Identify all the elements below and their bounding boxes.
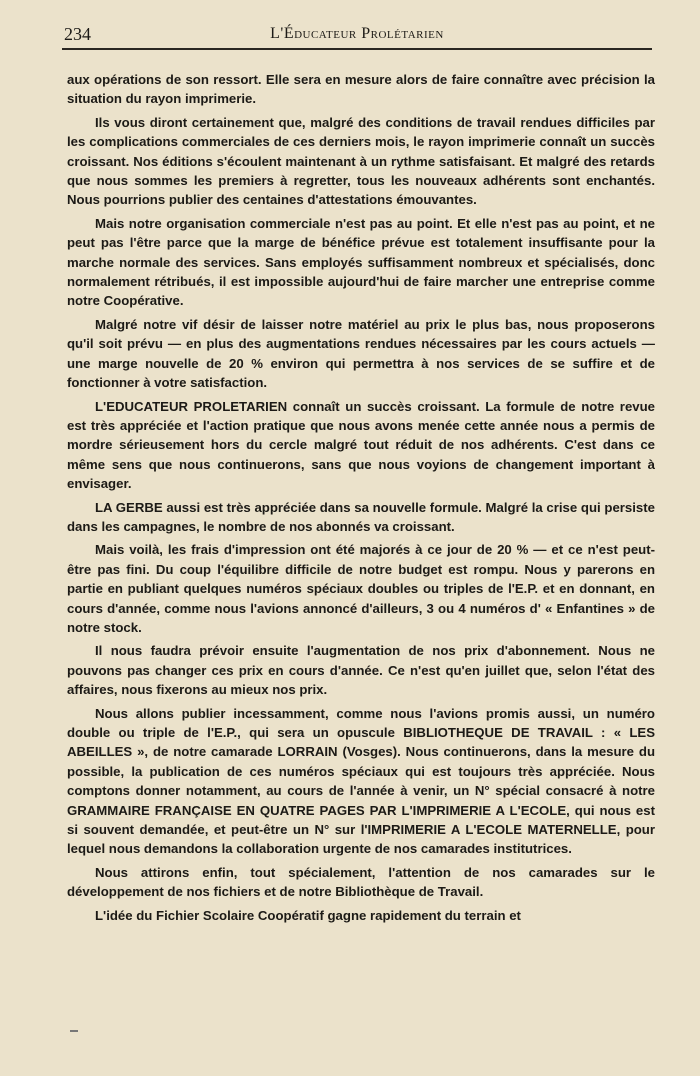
running-title: L'Éducateur Prolétarien (270, 25, 444, 42)
page-number: 234 (64, 24, 91, 44)
paragraph: Malgré notre vif désir de laisser notre matériel au prix le plus bas, nous proposerons qu'il soit prévu — en plus des augmentations rendues nécessaires par les cours actuels — une marge nouvelle de 20 % environ qui permettra à nos services de se suffire et de fonctionner à votre satisfaction. (67, 316, 655, 391)
page-mark (70, 1030, 78, 1032)
paragraph: aux opérations de son ressort. Elle sera en mesure alors de faire connaître avec précision la situation du rayon imprimerie. (67, 72, 655, 107)
paragraph: Nous allons publier incessamment, comme nous l'avions promis aussi, un numéro double ou triple de l'E.P., qui sera un opuscule BIBLIOTHEQUE DE TRAVAIL : « LES ABEILLES », de notre camarade LORRAIN (Vosges). Nous continuerons, dans la mesure du possible, la publication de ces numéros spéciaux qui est toujours très appréciée. Nous comptons donner notamment, au cours de l'année à venir, un N° spécial consacré à notre GRAMMAIRE FRANÇAISE EN QUATRE PAGES PAR L'IMPRIMERIE A L'ECOLE, qui nous est si souvent demandée, et peut-être un N° sur l'IMPRIMERIE A L'ECOLE MATERNELLE, pour lequel nous demandons la collaboration urgente de nos camarades institutrices. (67, 705, 655, 857)
paragraph: Mais notre organisation commerciale n'est pas au point. Et elle n'est pas au point, et ne peut pas l'être parce que la marge de bénéfice prévue est totalement insuffisante pour la marche normale des services. Sans employés suffisamment nombreux et spécialisés, donc normalement rétribués, il est impossible aujourd'hui de faire marcher une entreprise comme notre Coopérative. (67, 215, 655, 309)
paragraph: Nous attirons enfin, tout spécialement, l'attention de nos camarades sur le développement de nos fichiers et de notre Bibliothèque de Travail. (67, 864, 655, 900)
paragraph: L'EDUCATEUR PROLETARIEN connaît un succès croissant. La formule de notre revue est très appréciée et l'action pratique que nous avons menée cette année nous a permis de mordre sérieusement hors du cercle malgré tout réduit de nos adhérents. C'est dans ce même sens que nous continuerons, sans que nous voyions de changement important à envisager. (67, 398, 655, 492)
paragraph: Il nous faudra prévoir ensuite l'augmentation de nos prix d'abonnement. Nous ne pouvons pas changer ces prix en cours d'année. Ce n'est qu'en juillet que, selon l'état des affaires, nous fixerons au mieux nos prix. (67, 643, 655, 698)
paragraph: L'idée du Fichier Scolaire Coopératif gagne rapidement du terrain et (95, 907, 521, 923)
page-header (62, 22, 652, 48)
body-text (67, 70, 655, 929)
header-rule (62, 48, 652, 50)
paragraph: LA GERBE aussi est très appréciée dans sa nouvelle formule. Malgré la crise qui persiste dans les campagnes, le nombre de nos abonnés va croissant. (67, 499, 655, 534)
paragraph: Ils vous diront certainement que, malgré des conditions de travail rendues difficiles par les complications commerciales de ces derniers mois, le rayon imprimerie connaît un succès croissant. Nos éditions s'écoulent maintenant à un rythme satisfaisant. Et malgré des retards que nous sommes les premiers à regretter, tous les nouveaux adhérents sont enchantés. Nous pourrions publier des centaines d'attestations émouvantes. (67, 114, 655, 208)
paragraph: Mais voilà, les frais d'impression ont été majorés à ce jour de 20 % — et ce n'est peut-être pas fini. Du coup l'équilibre difficile de notre budget est rompu. Nous y parerons en partie en publiant quelques numéros spéciaux doubles ou triples de l'E.P. et en donnant, en cours d'année, comme nous l'avions annoncé d'ailleurs, 3 ou 4 numéros d' « Enfantines » de notre stock. (67, 542, 655, 635)
